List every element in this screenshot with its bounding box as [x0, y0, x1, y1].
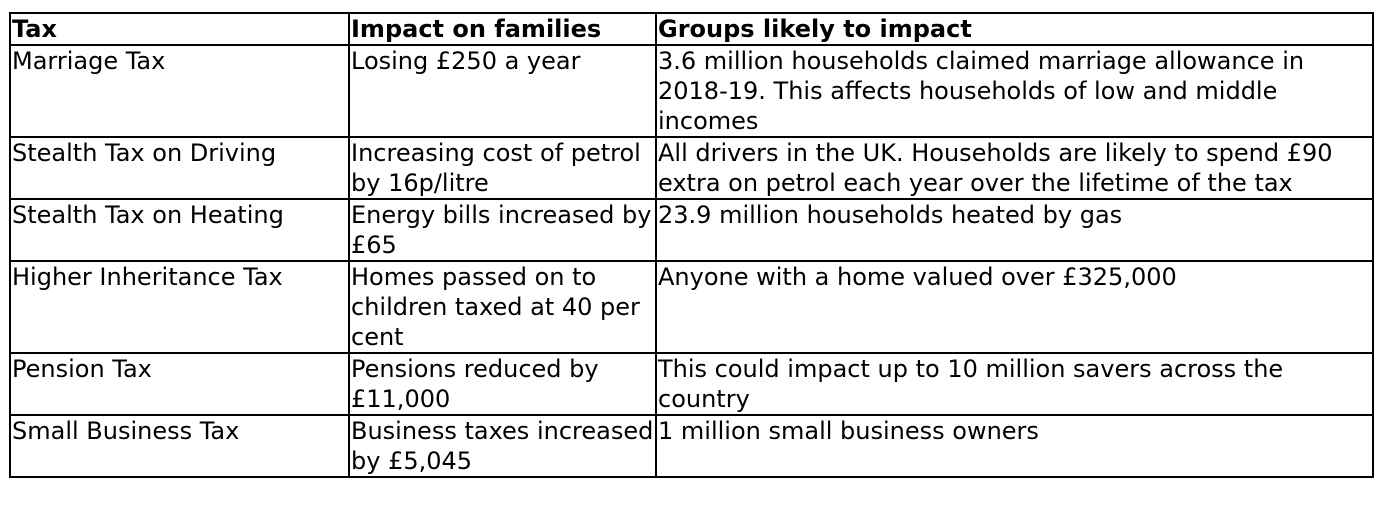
table-row — [10, 45, 1373, 137]
cell-tax: Pension Tax — [10, 353, 349, 415]
cell-impact: Business taxes increased by £5,045 — [349, 415, 656, 477]
cell-tax: Marriage Tax — [10, 45, 349, 137]
cell-tax: Stealth Tax on Driving — [10, 137, 349, 199]
table-row — [10, 137, 1373, 199]
table-row — [10, 261, 1373, 353]
header-groups-likely-to-impact: Groups likely to impact — [656, 13, 1373, 45]
tax-impact-table — [9, 12, 1374, 478]
cell-groups: Anyone with a home valued over £325,000 — [656, 261, 1373, 353]
cell-impact: Increasing cost of petrol by 16p/litre — [349, 137, 656, 199]
table-row — [10, 353, 1373, 415]
cell-groups: All drivers in the UK. Households are likely to spend £90 extra on petrol each year over the lifetime of the tax — [656, 137, 1373, 199]
table-header — [10, 13, 1373, 45]
header-tax: Tax — [10, 13, 349, 45]
cell-groups: 3.6 million households claimed marriage allowance in 2018-19. This affects households of low and middle incomes — [656, 45, 1373, 137]
cell-groups: This could impact up to 10 million savers across the country — [656, 353, 1373, 415]
cell-impact: Energy bills increased by £65 — [349, 199, 656, 261]
cell-impact: Pensions reduced by £11,000 — [349, 353, 656, 415]
header-row — [10, 13, 1373, 45]
cell-tax: Small Business Tax — [10, 415, 349, 477]
table-row — [10, 199, 1373, 261]
cell-tax: Higher Inheritance Tax — [10, 261, 349, 353]
header-impact-on-families: Impact on families — [349, 13, 656, 45]
cell-impact: Homes passed on to children taxed at 40 per cent — [349, 261, 656, 353]
cell-groups: 23.9 million households heated by gas — [656, 199, 1373, 261]
cell-tax: Stealth Tax on Heating — [10, 199, 349, 261]
table-row — [10, 415, 1373, 477]
cell-impact: Losing £250 a year — [349, 45, 656, 137]
cell-groups: 1 million small business owners — [656, 415, 1373, 477]
table-body — [10, 45, 1373, 477]
